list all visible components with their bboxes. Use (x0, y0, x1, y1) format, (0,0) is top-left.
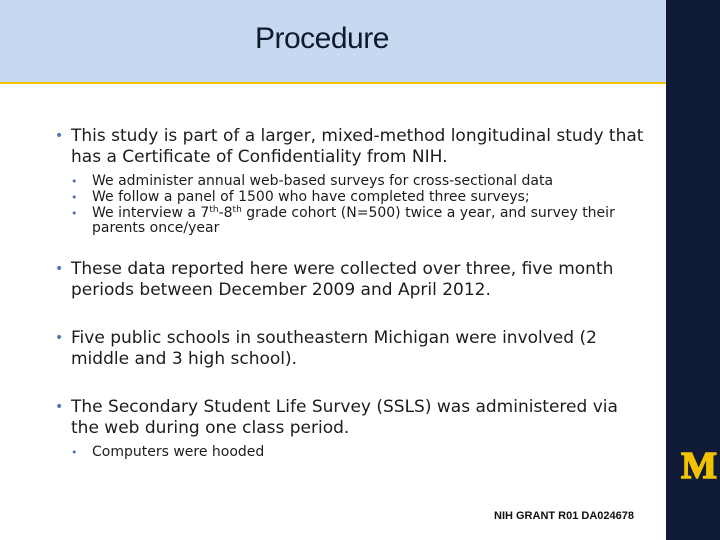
sub-bullet-text: We interview a 7th-8th grade cohort (N=500) twice a year, and survey their parents once/year (92, 205, 615, 236)
slide-title: Procedure (255, 22, 389, 55)
slide-content (55, 126, 650, 461)
sub-bullet-dot-icon: • (71, 175, 78, 188)
sub-bullet-text: We administer annual web-based surveys for cross-sectional data (92, 173, 554, 189)
bullet-item (55, 328, 650, 370)
sub-bullet-dot-icon: • (71, 191, 78, 204)
sub-bullet-list (71, 174, 650, 236)
sub-bullet-item (71, 445, 650, 460)
bullet-text: The Secondary Student Life Survey (SSLS) was administered via the web during one class period. (71, 397, 618, 438)
sub-bullet-dot-icon: • (71, 446, 78, 459)
block-m-logo (678, 447, 720, 483)
bullet-dot-icon: • (55, 330, 64, 346)
bullet-group (55, 126, 650, 236)
bullet-dot-icon: • (55, 261, 64, 277)
sub-bullet-dot-icon: • (71, 207, 78, 220)
bullet-item (55, 259, 650, 301)
sub-bullet-text: Computers were hooded (92, 444, 265, 460)
bullet-text: Five public schools in southeastern Michigan were involved (2 middle and 3 high school). (71, 328, 597, 369)
sub-bullet-item (71, 206, 650, 236)
bullet-text: This study is part of a larger, mixed-method longitudinal study that has a Certificate of Confidentiality from NIH. (71, 126, 644, 167)
bullet-dot-icon: • (55, 399, 64, 415)
bullet-dot-icon: • (55, 128, 64, 144)
grant-label: NIH GRANT R01 DA024678 (494, 510, 634, 522)
sub-bullet-item (71, 190, 650, 205)
bullet-text: These data reported here were collected over three, five month periods between December 2009 and April 2012. (71, 259, 614, 300)
sub-bullet-item (71, 174, 650, 189)
sub-bullet-list (71, 445, 650, 460)
sub-bullet-text: We follow a panel of 1500 who have completed three surveys; (92, 189, 530, 205)
bullet-item (55, 126, 650, 168)
title-header (0, 0, 666, 84)
block-m-logo-letter: M (681, 447, 717, 483)
bullet-item (55, 397, 650, 439)
